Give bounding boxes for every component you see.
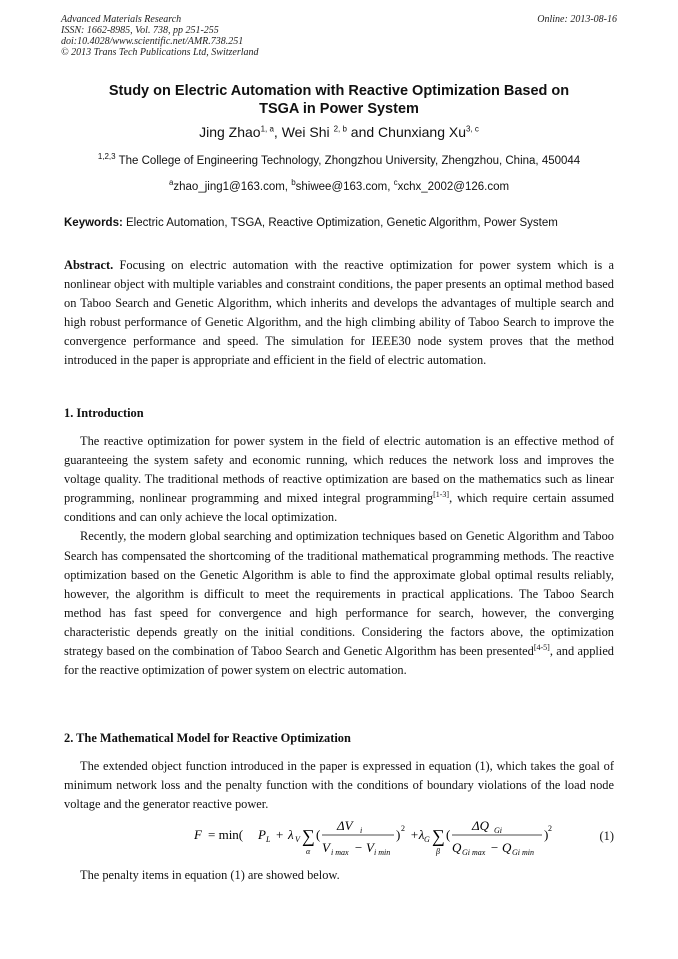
equation-1 — [64, 816, 614, 864]
email-1-sup: a — [168, 178, 174, 187]
eq-sum-2-sub: β — [436, 847, 440, 856]
email-list — [61, 178, 617, 193]
s1p1-text-a: The reactive optimization for power system in the field of electric automation is an effective method of guaranteeing the system safety and economic running, which reduces the network loss and improves the voltage quality. The traditional methods of reactive optimization are based on the mathematics such as linear programming, nonlinear programming and mixed integral programming — [64, 434, 614, 506]
keywords-label: Keywords: — [64, 217, 123, 229]
eq-num-1: ΔV — [337, 818, 353, 833]
equation-1-formula — [194, 816, 554, 864]
online-date: Online: 2013-08-16 — [537, 14, 617, 25]
eq-F: F — [194, 827, 202, 842]
section-1-body — [64, 432, 614, 680]
section-2-paragraph-1: The extended object function introduced in the paper is expressed in equation (1), which takes the goal of minimum network loss and the penalty function with the conditions of boundary violations of the load node voltage and the generator reactive power. — [64, 759, 614, 812]
eq-P: P — [258, 827, 266, 842]
eq-lambda-g: +λ — [410, 827, 425, 842]
equation-number: (1) — [599, 829, 614, 843]
eq-den-2: Q — [452, 840, 462, 855]
author-1: Jing Zhao — [199, 124, 261, 140]
eq-den-2-sub-1: Gi max — [462, 848, 486, 857]
eq-den-1: V — [322, 840, 330, 855]
section-2-paragraph-2: The penalty items in equation (1) are showed below. — [80, 868, 340, 882]
section-2-body — [64, 757, 614, 814]
section-1-paragraph-1 — [64, 432, 614, 527]
s1p2-text-a: Recently, the modern global searching and optimization techniques based on Genetic Algorithm and Taboo Search has compensated the shortcoming of the traditional mathematical programming methods. The reactive optimization based on the Genetic Algorithm is able to find the approximate global optimal results reliably, however, the algorithm is difficult to meet the requirements in practical applications. The Taboo Search method has fast speed for convergence and high performance for search, however, the converging characteristic depends greatly on the initial conditions. Considering the factors above, the optimization strategy based on the combination of Taboo Search and Genetic Algorithm has been presented — [64, 529, 614, 659]
author-2: Wei Shi — [281, 124, 330, 140]
eq-sum-1-sub: α — [306, 847, 311, 856]
author-3: Chunxiang Xu — [378, 124, 466, 140]
eq-lambda-g-sub: G — [424, 835, 430, 844]
author-2-sup: 2, b — [333, 124, 347, 134]
affiliation-text: The College of Engineering Technology, Zhongzhou University, Zhengzhou, China, 450044 — [118, 154, 581, 167]
eq-den-1-sub-1: i max — [331, 848, 349, 857]
eq-sq-1: 2 — [401, 824, 405, 833]
author-1-sup: 1, a — [260, 124, 274, 134]
email-2-sup: b — [291, 178, 296, 187]
email-2[interactable]: shiwee@163.com, — [295, 180, 391, 193]
eq-lambda-v: λ — [288, 827, 294, 842]
abstract — [64, 256, 614, 371]
eq-den-1-minus: − V — [354, 840, 374, 855]
affiliation-sup: 1,2,3 — [97, 152, 116, 161]
eq-paren-2: ( — [446, 827, 451, 842]
section-2-body-2 — [64, 866, 614, 885]
section-1-heading: 1. Introduction — [64, 406, 144, 420]
email-1[interactable]: zhao_jing1@163.com, — [173, 180, 288, 193]
section-2-heading: 2. The Mathematical Model for Reactive Optimization — [64, 731, 351, 745]
title-line-1: Study on Electric Automation with Reactive Optimization Based on — [108, 83, 570, 99]
eq-num-2-sub: Gi — [494, 826, 502, 835]
section-1-paragraph-2 — [64, 527, 614, 680]
journal-issn: ISSN: 1662-8985, Vol. 738, pp 251-255 — [61, 25, 219, 36]
keywords-text: Electric Automation, TSGA, Reactive Optimization, Genetic Algorithm, Power System — [126, 217, 558, 229]
eq-sq-2: 2 — [548, 824, 552, 833]
keywords — [64, 217, 620, 229]
eq-paren-1-close: ) — [396, 827, 401, 842]
eq-min: = min( — [208, 827, 244, 842]
email-3[interactable]: xchx_2002@126.com — [397, 180, 510, 193]
s1p1-text-b: , which require certain assumed conditions and can only achieve the local optimization. — [64, 491, 614, 525]
eq-paren-2-close: ) — [544, 827, 549, 842]
eq-den-1-sub-2: i min — [374, 848, 391, 857]
affiliation — [61, 152, 617, 167]
abstract-label: Abstract. — [64, 258, 114, 272]
eq-sum-1: ∑ — [302, 826, 315, 846]
abstract-text: Focusing on electric automation with the reactive optimization for power system which is a nonlinear object with multiple variables and constraint conditions, the paper presents an optimal method based on Taboo Search and Genetic Algorithm, which inherits and develops the advantages of multiple search and high robust performance of Genetic Algorithm, and the high climbing ability of Taboo Search to improve the convergence performance and speed. The simulation for IEEE30 node system proves that the method introduced in the paper is appropriate and efficient in the field of electric automation. — [64, 258, 614, 368]
eq-den-2-sub-2: Gi min — [512, 848, 534, 857]
eq-plus-1: + — [276, 827, 284, 842]
citation-1-3: [1-3] — [433, 490, 450, 500]
author-list: Jing Zhao$^{1, a}$, Wei Shi $^{2, b}$ and Chunxiang Xu$^{3, c}$ — [199, 124, 479, 140]
title-line-2: TSGA in Power System — [259, 101, 419, 117]
journal-copyright: © 2013 Trans Tech Publications Ltd, Switzerland — [61, 47, 259, 58]
eq-sum-2: ∑ — [432, 826, 445, 846]
eq-den-2-minus: − Q — [490, 840, 512, 855]
paper-title — [61, 82, 617, 118]
author-and: and — [350, 124, 375, 140]
eq-P-sub: L — [266, 835, 271, 844]
journal-header — [61, 14, 617, 58]
author-3-sup: 3, c — [466, 124, 479, 134]
s1p2-text-b: , and applied for the reactive optimization of power system on electric automation. — [64, 644, 615, 678]
eq-num-2: ΔQ — [472, 818, 490, 833]
journal-doi: doi:10.4028/www.scientific.net/AMR.738.251 — [61, 36, 244, 47]
citation-4-5: [4-5] — [533, 642, 550, 652]
eq-num-1-sub: i — [360, 826, 363, 835]
eq-paren-1: ( — [316, 827, 321, 842]
email-3-sup: c — [393, 178, 398, 187]
journal-name: Advanced Materials Research — [61, 14, 182, 25]
eq-lambda-v-sub: V — [295, 835, 300, 844]
